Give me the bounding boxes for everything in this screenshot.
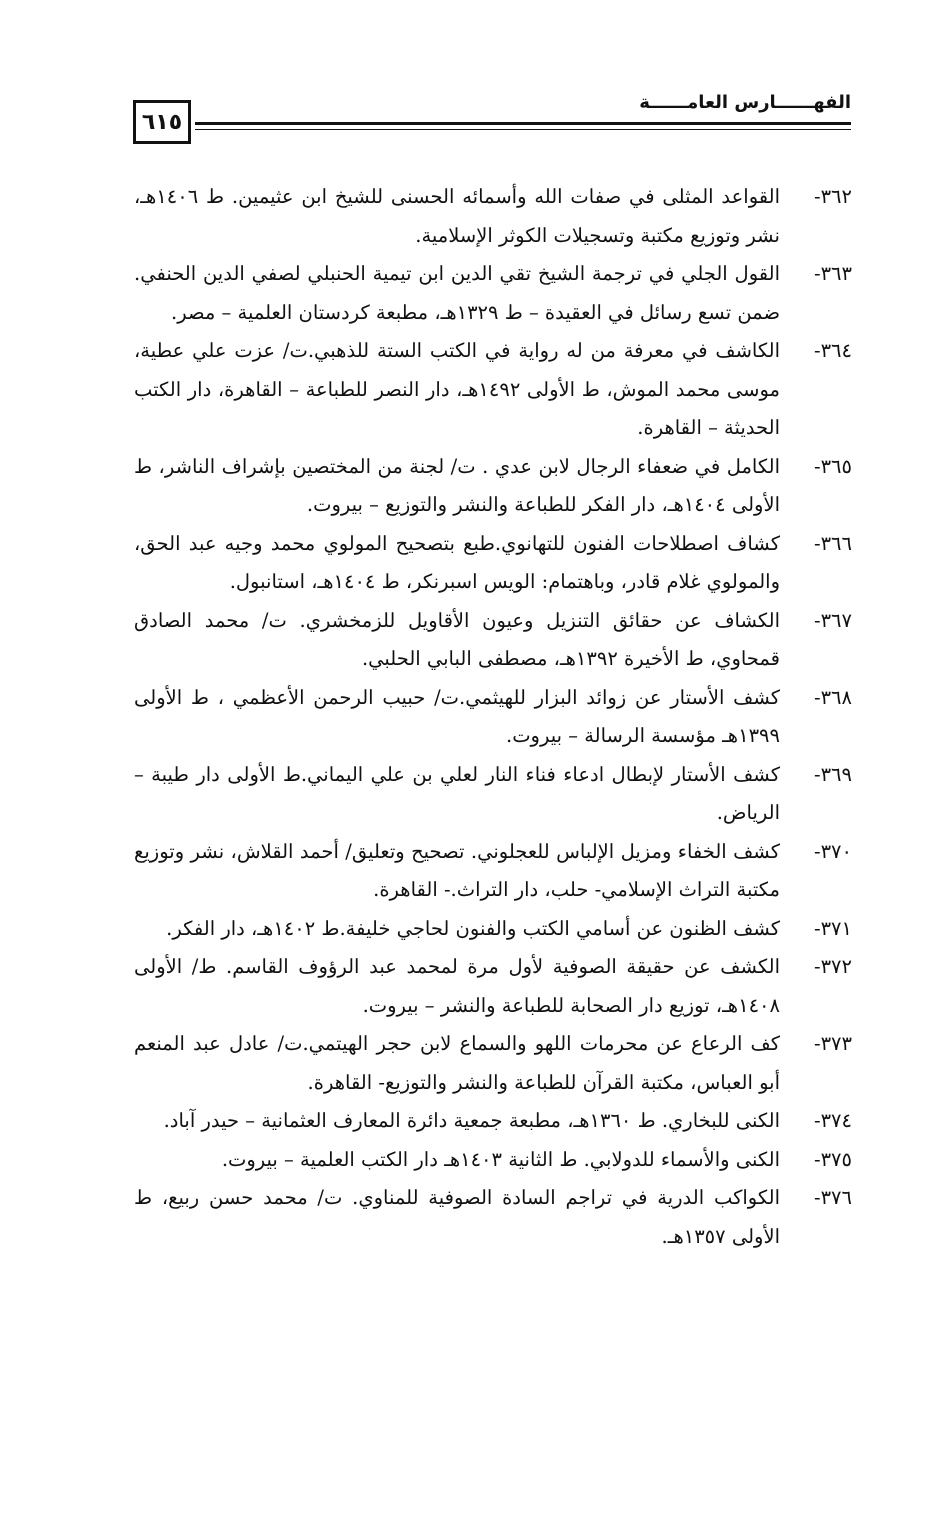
bibliography-entry [134,1025,852,1102]
entry-number: ٣٧٥- [813,1147,852,1171]
entry-text: كشف الأستار عن زوائد البزار للهيثمي.ت/ حبيب الرحمن الأعظمي ، ط الأولى ١٣٩٩هـ مؤسسة الرسالة – بيروت. [134,685,780,747]
entry-number: ٣٧٤- [813,1109,852,1132]
bibliography-entry [134,178,852,255]
entry-text: الكواكب الدرية في تراجم السادة الصوفية للمناوي. ت/ محمد حسن ربيع، ط الأولى ١٣٥٧هـ. [134,1186,780,1248]
header-rule-thin [195,129,851,130]
entry-text: الكاشف في معرفة من له رواية في الكتب الستة للذهبي.ت/ عزت علي عطية، موسى محمد الموش، ط الأولى ١٤٩٢هـ، دار النصر للطباعة – القاهرة، دار الكتب الحديثة – القاهرة. [134,339,780,439]
entry-number: ٣٦٦- [813,531,852,555]
page-number: ٦١٥ [133,100,191,144]
entry-number: ٣٦٨- [813,685,852,709]
entry-number: ٣٦٧- [813,608,852,632]
entry-text: كشف الأستار لإبطال ادعاء فناء النار لعلي بن علي اليماني.ط الأولى دار طيبة – الرياض. [134,762,780,824]
header-rule [195,122,851,125]
bibliography-entry [134,602,852,679]
entry-text: القواعد المثلى في صفات الله وأسمائه الحسنى للشيخ ابن عثيمين. ط ١٤٠٦هـ، نشر وتوزيع مكتبة وتسجيلات الكوثر الإسلامية. [134,185,780,247]
bibliography-entry [134,525,852,602]
bibliography-list [134,178,852,1256]
entry-text: كف الرعاع عن محرمات اللهو والسماع لابن حجر الهيتمي.ت/ عادل عبد المنعم أبو العباس، مكتبة القرآن للطباعة والنشر والتوزيع- القاهرة. [134,1032,780,1094]
entry-text: كشف الخفاء ومزيل الإلباس للعجلوني. تصحيح وتعليق/ أحمد القلاش، نشر وتوزيع مكتبة التراث الإسلامي- حلب، دار التراث.- القاهرة. [134,839,780,901]
bibliography-entry [134,910,852,949]
page-header [133,92,851,152]
entry-number: ٣٦٤- [813,339,852,362]
entry-number: ٣٧٠- [813,839,852,863]
bibliography-entry [134,332,852,448]
entry-text: القول الجلي في ترجمة الشيخ تقي الدين ابن تيمية الحنبلي لصفي الدين الحنفي. ضمن تسع رسائل في العقيدة – ط ١٣٢٩هـ، مطبعة كردستان العلمية – مصر. [134,262,780,324]
bibliography-entry [134,756,852,833]
bibliography-entry [134,833,852,910]
entry-number: ٣٦٢- [813,185,852,208]
entry-text: الكنى والأسماء للدولابي. ط الثانية ١٤٠٣هـ دار الكتب العلمية – بيروت. [221,1147,780,1171]
entry-number: ٣٦٥- [813,454,852,478]
entry-text: الكامل في ضعفاء الرجال لابن عدي . ت/ لجنة من المختصين بإشراف الناشر، ط الأولى ١٤٠٤هـ، دار الفكر للطباعة والنشر والتوزيع – بيروت. [134,454,780,516]
entry-number: ٣٦٩- [813,762,852,786]
entry-text: كشف الظنون عن أسامي الكتب والفنون لحاجي خليفة.ط ١٤٠٢هـ، دار الفكر. [166,916,780,940]
entry-text: الكشف عن حقيقة الصوفية لأول مرة لمحمد عبد الرؤوف القاسم. ط/ الأولى ١٤٠٨هـ، توزيع دار الصحابة للطباعة والنشر – بيروت. [134,955,780,1017]
entry-text: كشاف اصطلاحات الفنون للتهانوي.طبع بتصحيح المولوي محمد وجيه عبد الحق، والمولوي غلام قادر، وباهتمام: الويس اسبرنكر، ط ١٤٠٤هـ، استانبول. [134,531,780,593]
entry-number: ٣٧٣- [813,1032,852,1055]
entry-number: ٣٧١- [813,916,852,940]
bibliography-entry [134,1102,852,1141]
entry-text: الكشاف عن حقائق التنزيل وعيون الأقاويل للزمخشري. ت/ محمد الصادق قمحاوي، ط الأخيرة ١٣٩٢هـ، مصطفى البابي الحلبي. [134,608,780,670]
entry-number: ٣٧٢- [813,955,852,978]
bibliography-entry [134,948,852,1025]
entry-text: الكنى للبخاري. ط ١٣٦٠هـ، مطبعة جمعية دائرة المعارف العثمانية – حيدر آباد. [163,1109,780,1132]
entry-number: ٣٧٦- [813,1186,852,1209]
running-title: الفهــــــارس العامــــــة [639,92,851,113]
bibliography-entry [134,448,852,525]
bibliography-entry [134,1179,852,1256]
bibliography-entry [134,255,852,332]
bibliography-entry [134,679,852,756]
entry-number: ٣٦٣- [813,262,852,285]
bibliography-entry [134,1141,852,1180]
